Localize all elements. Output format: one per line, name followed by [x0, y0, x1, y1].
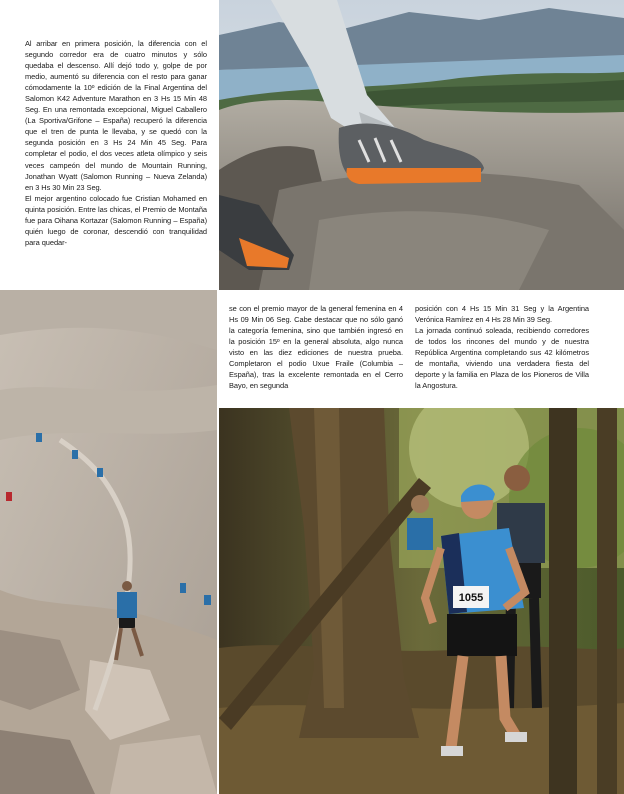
photo-shoe-summit — [219, 0, 624, 290]
article-column-2 — [229, 303, 403, 391]
runner-bib-number: 1055 — [458, 592, 484, 604]
photo-hillside-runners — [0, 290, 217, 794]
article-column-3 — [415, 303, 589, 391]
paragraph: La jornada continuó soleada, recibiendo corredores de todos los rincones del mundo y de nuestra República Argentina completando sus 42 kilómetros de montaña, viviendo una verdadera fiesta del deporte y la familia en Plaza de los Pioneros de Villa la Angostura. — [415, 326, 589, 391]
article-column-1 — [25, 38, 207, 248]
photo-forest-runners — [219, 408, 624, 794]
paragraph: se con el premio mayor de la general femenina en 4 Hs 09 Min 06 Seg. Cabe destacar que no sólo ganó la categoría femenina, sino que también ingresó en la posición 15º en la general absoluta, algo nunca visto en las diez ediciones de nuestra prueba. Completaron el podio Uxue Fraile (Columbia – España), tras la excelente remontada en el Cerro Bayo, en segunda — [229, 304, 403, 391]
paragraph: Al arribar en primera posición, la diferencia con el segundo corredor era de cuatro minutos y sólo quedaba el descenso. Allí dejó todo y, golpe de por medio, aumentó su diferencia con el resto para ganar cómodamente la 10º edición de la Final Argentina del Salomon K42 Adventure Marathon en 3 Hs 15 Min 48 Seg. En una remontada excepcional, Miguel Caballero (La Sportiva/Grifone – España) recuperó la diferencia que el tren de punta le llevaba, y se quedó con la segunda posición en 3 Hs 24 Min 45 Seg. Para completar el podio, el dos veces atleta olímpico y seis veces campeón del mundo de Mountain Running, Jonathan Wyatt (Salomon Running – Nueva Zelanda) en 3 Hs 30 Min 23 Seg. — [25, 39, 207, 192]
paragraph: posición con 4 Hs 15 Min 31 Seg y la Argentina Verónica Ramírez en 4 Hs 28 Min 39 Seg. — [415, 304, 589, 325]
paragraph: El mejor argentino colocado fue Cristian Mohamed en quinta posición. Entre las chicas, el Premio de Montaña fue para Oihana Kortazar (Salomon Running – España) quién luego de coronar, descendió con tranquilidad para quedar- — [25, 193, 207, 247]
